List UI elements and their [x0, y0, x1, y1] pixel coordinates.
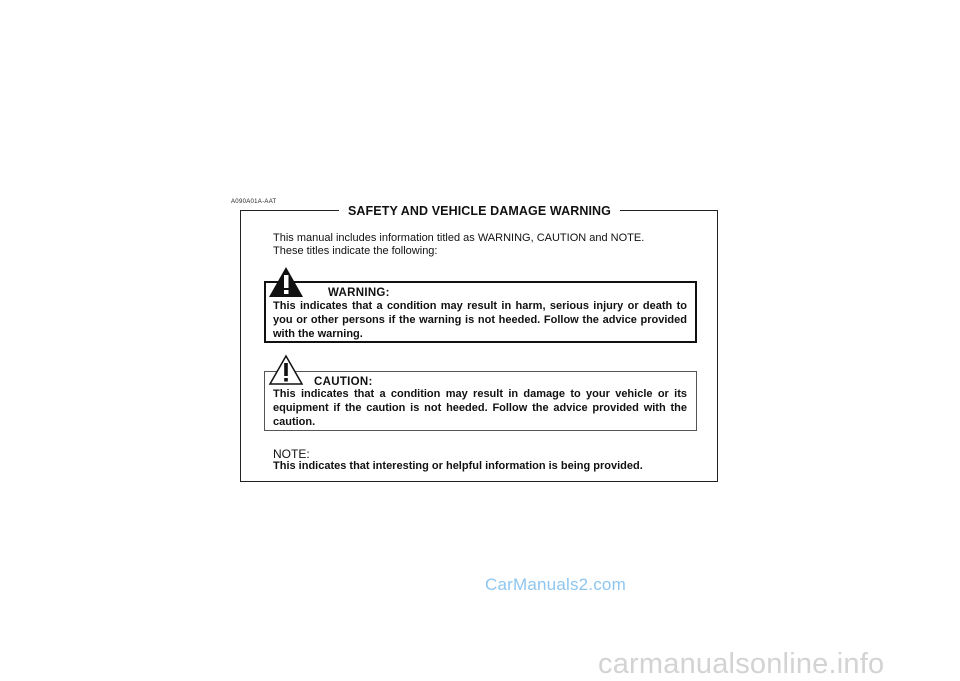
note-text: This indicates that interesting or helpful information is being provided.	[273, 460, 643, 472]
warning-triangle-icon	[268, 266, 304, 298]
caution-text: This indicates that a condition may result in damage to your vehicle or its equipment if the caution is not heeded. Follow the advice provided with the caution.	[273, 388, 687, 428]
caution-triangle-icon	[268, 354, 304, 386]
intro-paragraph	[273, 232, 703, 257]
intro-line-1: This manual includes information titled as WARNING, CAUTION and NOTE.	[273, 232, 645, 244]
watermark-link[interactable]: CarManuals2.com	[485, 575, 626, 594]
caution-heading: CAUTION:	[314, 376, 373, 388]
watermark-footer: carmanualsonline.info	[598, 648, 885, 680]
note-heading: NOTE:	[273, 447, 310, 461]
warning-text: This indicates that a condition may result in harm, serious injury or death to you or other persons if the warning is not heeded. Follow the advice provided with the warning.	[273, 300, 687, 340]
intro-line-2: These titles indicate the following:	[273, 244, 438, 257]
section-title: SAFETY AND VEHICLE DAMAGE WARNING	[339, 202, 620, 220]
section-code: A090A01A-AAT	[231, 199, 277, 205]
warning-heading: WARNING:	[328, 287, 390, 299]
